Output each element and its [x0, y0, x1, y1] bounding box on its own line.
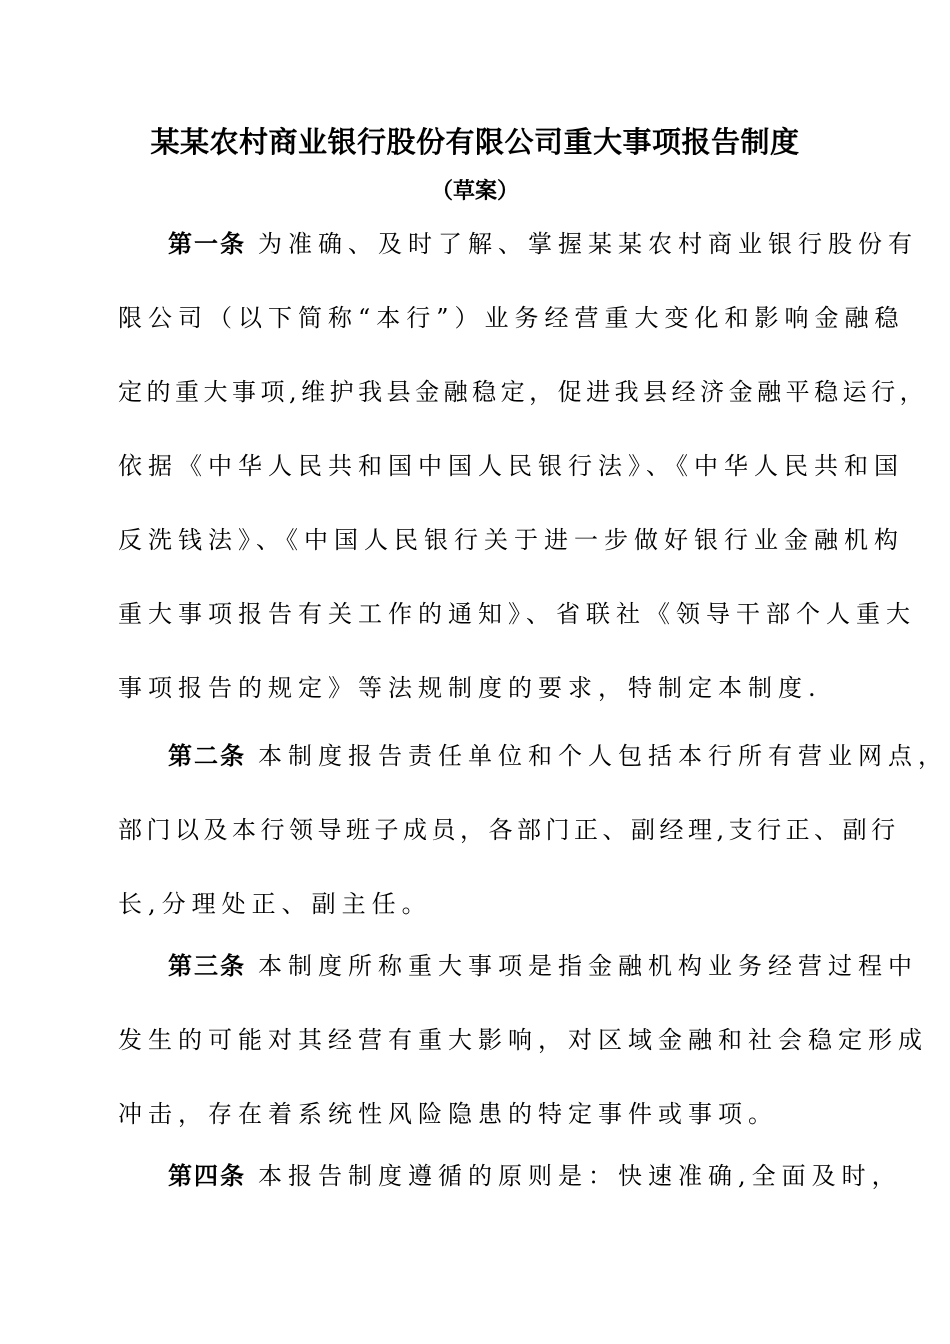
article-1-line-2: 限公司（以下简称“本行”）业务经营重大变化和影响金融稳 [118, 304, 905, 332]
article-4-label: 第四条 [168, 1162, 246, 1190]
article-1-line-6: 重大事项报告有关工作的通知》、省联社《领导干部个人重大 [118, 600, 916, 628]
article-3-text: 本制度所称重大事项是指金融机构业务经营过程中 [258, 952, 918, 980]
article-1-line-1 [168, 224, 918, 264]
article-4-line-1 [168, 1156, 902, 1196]
article-1-text: 为准确、及时了解、掌握某某农村商业银行股份有 [258, 230, 918, 258]
article-1-line-7: 事项报告的规定》等法规制度的要求，特制定本制度. [118, 674, 822, 702]
article-2-label: 第二条 [168, 742, 246, 770]
article-1-label: 第一条 [168, 230, 246, 258]
article-3-label: 第三条 [168, 952, 246, 980]
article-4-text: 本报告制度遵循的原则是：快速准确,全面及时， [258, 1162, 902, 1190]
article-3-line-2: 发生的可能对其经营有重大影响，对区域金融和社会稳定形成 [118, 1026, 928, 1054]
article-2-line-2: 部门以及本行领导班子成员，各部门正、副经理,支行正、副行 [118, 816, 900, 844]
article-3-line-1 [168, 946, 918, 986]
article-3-line-3: 冲击，存在着系统性风险隐患的特定事件或事项。 [118, 1100, 778, 1128]
article-2-text: 本制度报告责任单位和个人包括本行所有营业网点， [258, 742, 948, 770]
article-1-line-5: 反洗钱法》、《中国人民银行关于进一步做好银行业金融机构 [118, 526, 904, 554]
article-2-line-3: 长,分理处正、副主任。 [118, 890, 432, 918]
article-2-line-1 [168, 736, 948, 776]
article-1-line-3: 定的重大事项,维护我县金融稳定，促进我县经济金融平稳运行， [118, 378, 929, 406]
article-1-line-4: 依据《中华人民共和国中国人民银行法》、《中华人民共和国 [118, 452, 904, 480]
document-subtitle: （草案） [430, 179, 519, 204]
document-title: 某某农村商业银行股份有限公司重大事项报告制度 [150, 125, 800, 159]
